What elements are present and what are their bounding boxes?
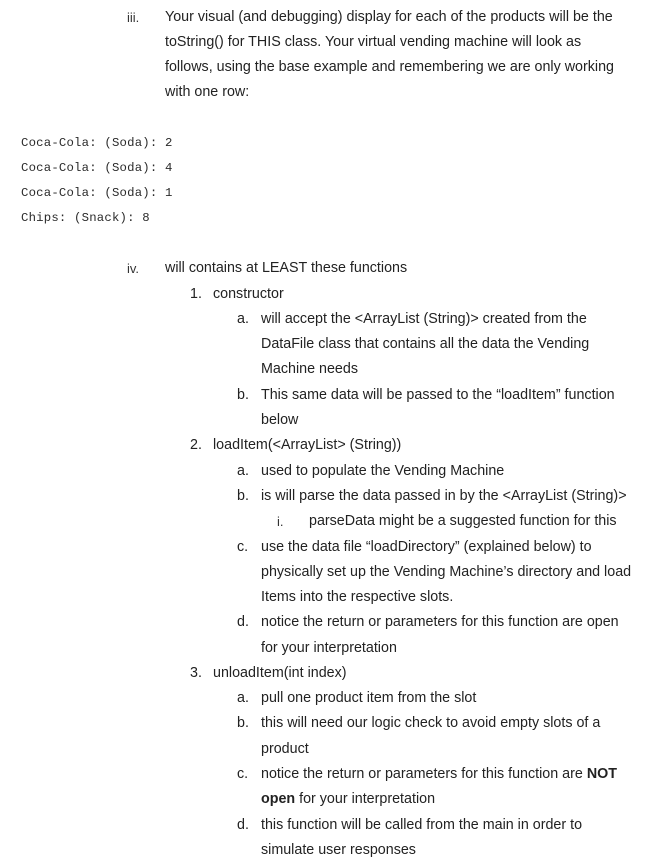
list-item-text: physically set up the Vending Machine’s directory and load [261,564,632,580]
list-item-text: simulate user responses [261,842,416,858]
list-item-text: DataFile class that contains all the data the Vending [261,336,590,352]
list-marker-3: 3. [190,665,202,681]
list-item-text: use the data file “loadDirectory” (explained below) to [261,539,592,555]
code-line: Chips: (Snack): 8 [21,211,150,225]
list-marker-d: d. [237,817,249,833]
list-marker-b: b. [237,488,249,504]
list-item-text: used to populate the Vending Machine [261,463,505,479]
list-item-text: below [261,412,299,428]
function-title-unloaditem: unloadItem(int index) [213,665,347,681]
text-run: notice the return or parameters for this function are [261,766,587,782]
list-marker-a: a. [237,690,249,706]
code-line: Coca-Cola: (Soda): 4 [21,161,173,175]
list-marker-b: b. [237,715,249,731]
list-item-text: for your interpretation [261,640,397,656]
function-title-constructor: constructor [213,286,284,302]
list-marker-1: 1. [190,286,202,302]
section-iv-heading: will contains at LEAST these functions [165,260,408,276]
text-run: for your interpretation [295,791,436,807]
bold-text: open [261,791,296,807]
list-item-text: this function will be called from the main in order to [261,817,583,833]
list-item-text: is will parse the data passed in by the <ArrayList (String)> [261,488,627,504]
list-marker-iii: iii. [127,10,140,25]
code-line: Coca-Cola: (Soda): 2 [21,136,173,150]
list-marker-iv: iv. [127,261,140,276]
list-item-text: parseData might be a suggested function for this [309,513,617,529]
list-marker-2: 2. [190,437,202,453]
list-item-text: product [261,741,309,757]
code-line: Coca-Cola: (Soda): 1 [21,186,173,200]
list-item-text: This same data will be passed to the “loadItem” function [261,387,615,403]
paragraph-line: with one row: [165,84,250,100]
list-marker-d: d. [237,614,249,630]
paragraph-line: toString() for THIS class. Your virtual vending machine will look as [165,34,582,50]
list-marker-c: c. [237,539,249,555]
list-item-text: Machine needs [261,361,358,377]
bold-text: NOT [586,766,618,782]
list-marker-i: i. [277,514,284,529]
list-item-text: Items into the respective slots. [261,589,454,605]
list-marker-c: c. [237,766,249,782]
paragraph-line: follows, using the base example and remembering we are only working [165,59,614,75]
paragraph-line: Your visual (and debugging) display for each of the products will be the [165,9,613,25]
list-item-text [261,762,617,787]
list-item-text: will accept the <ArrayList (String)> created from the [261,311,587,327]
list-marker-a: a. [237,311,249,327]
list-marker-a: a. [237,463,249,479]
list-marker-b: b. [237,387,249,403]
function-title-loaditem: loadItem(<ArrayList> (String)) [213,437,402,453]
list-item-text: this will need our logic check to avoid empty slots of a [261,715,601,731]
list-item-text: pull one product item from the slot [261,690,477,706]
list-item-text [261,787,435,812]
list-item-text: notice the return or parameters for this function are open [261,614,619,630]
